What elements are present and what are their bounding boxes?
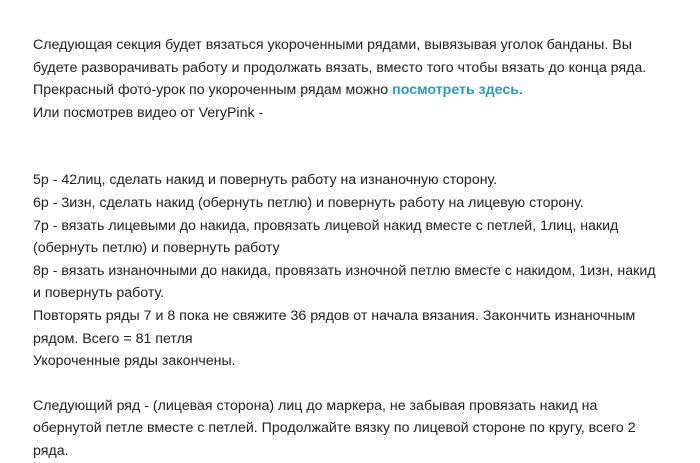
short-rows-done: Укороченные ряды закончены.	[33, 353, 236, 370]
row-7-line-1: 7р - вязать лицевыми до накида, провязать лицевой накид вместе с петлей, 1лиц, накид	[33, 217, 619, 234]
intro-line-3-prefix: Прекрасный фото-урок по укороченным рядам можно	[33, 82, 393, 99]
row-6: 6р - 3изн, сделать накид (обернуть петлю) и повернуть работу на лицевую сторону.	[33, 194, 584, 211]
short-rows-instructions	[33, 169, 700, 372]
spacer	[33, 124, 700, 169]
intro-line-2: будете разворачивать работу и продолжать вязать, вместо того чтобы вязать до конца ряда.	[33, 59, 647, 76]
spacer	[33, 373, 700, 395]
intro-paragraph	[33, 34, 700, 124]
row-8-line-1: 8р - вязать изнаночными до накида, провязать изночной петлю вместе с накидом, 1изн, накид	[33, 262, 656, 279]
intro-line-4: Или посмотрев видео от VeryPink -	[33, 104, 264, 121]
row-8-line-2: и повернуть работу.	[33, 285, 165, 302]
intro-line-3-suffix: .	[519, 82, 523, 99]
row-7-line-2: (обернуть петлю) и повернуть работу	[33, 240, 280, 257]
intro-line-3	[33, 79, 700, 102]
next-row-paragraph	[33, 395, 700, 463]
repeat-line-1: Повторять ряды 7 и 8 пока не свяжите 36 рядов от начала вязания. Закончить изнаночным	[33, 307, 636, 324]
repeat-line-2: рядом. Всего = 81 петля	[33, 330, 193, 347]
intro-line-1: Следующая секция будет вязаться укороченными рядами, вывязывая уголок банданы. Вы	[33, 37, 632, 53]
row-5: 5р - 42лиц, сделать накид и повернуть работу на изнаночную сторону.	[33, 172, 498, 189]
next-line-3: ряда.	[33, 442, 69, 459]
next-line-2: обернутой петле вместе с петлей. Продолжайте вязку по лицевой стороне по кругу, всего 2	[33, 420, 636, 437]
next-line-1: Следующий ряд - (лицевая сторона) лиц до маркера, не забывая провязать накид на	[33, 397, 598, 414]
photo-lesson-link[interactable]: посмотреть здесь	[392, 82, 520, 99]
